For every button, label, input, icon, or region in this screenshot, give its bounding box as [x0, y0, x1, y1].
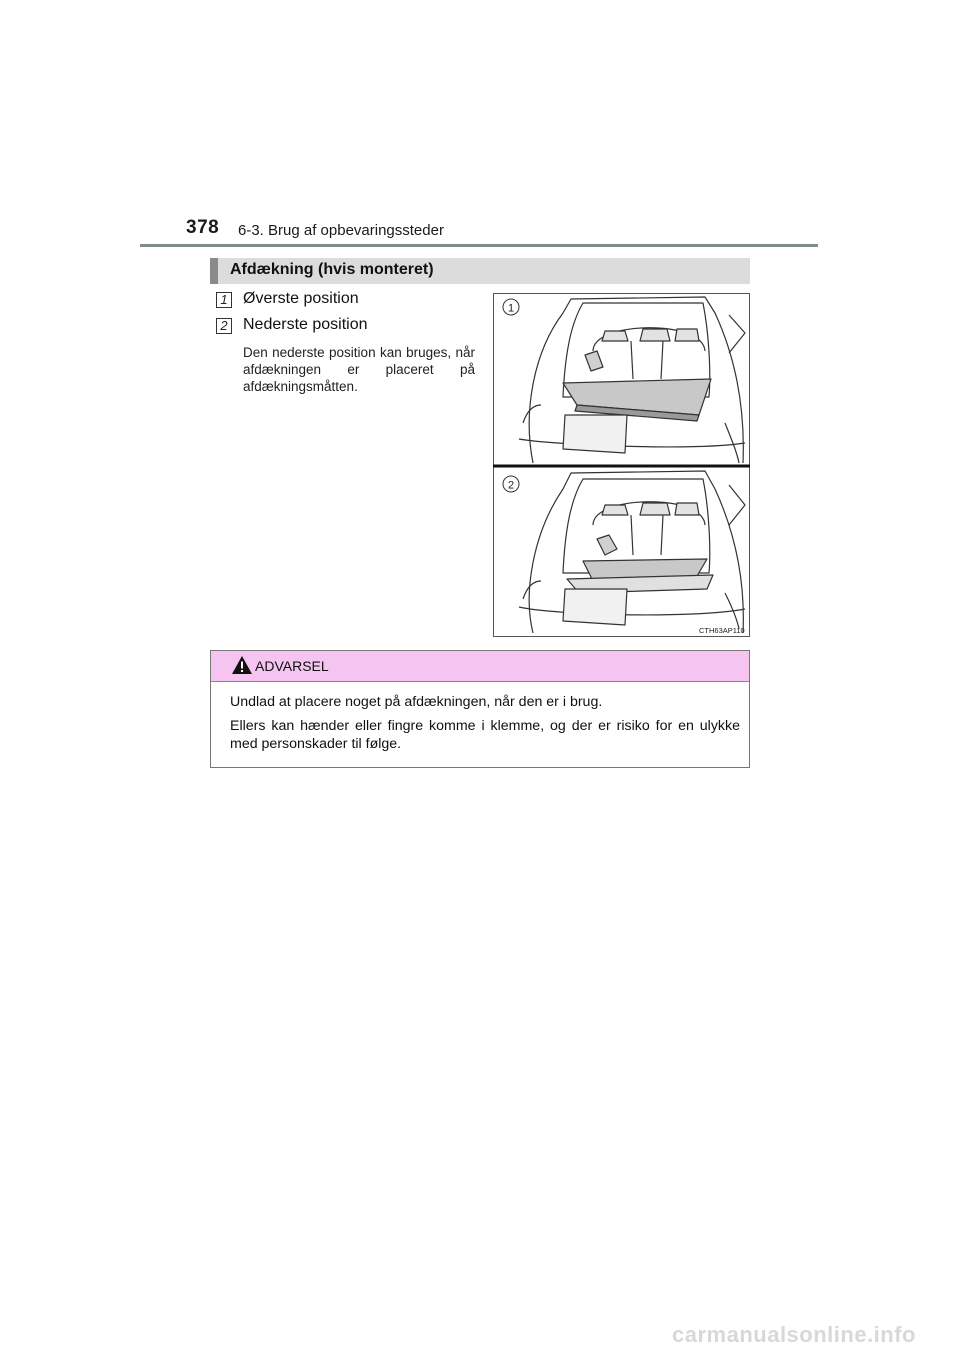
svg-text:2: 2	[507, 479, 515, 492]
warning-text-2: Ellers kan hænder eller fingre komme i klemme, og der er risiko for en ulykke med personskader til følge.	[230, 718, 740, 752]
chapter-title: 6-3. Brug af opbevaringssteder	[238, 222, 444, 239]
warning-triangle-icon	[231, 655, 253, 675]
callout-1	[503, 299, 519, 315]
trunk-cover-illustration	[493, 293, 750, 637]
watermark-text: carmanualsonline.info	[672, 1322, 916, 1347]
item-badge-2: 2	[216, 318, 232, 334]
warning-text-1: Undlad at placere noget på afdækningen, når den er i brug.	[230, 694, 603, 710]
svg-text:1: 1	[507, 302, 515, 315]
warning-header	[211, 651, 749, 682]
item-label-upper-position: Øverste position	[243, 290, 359, 307]
callout-2	[503, 476, 519, 492]
section-heading	[210, 258, 750, 284]
warning-title: ADVARSEL	[255, 658, 329, 674]
illustration-code: CTH63AP110	[699, 626, 745, 635]
item-label-lower-position: Nederste position	[243, 316, 368, 333]
item-description: Den nederste position kan bruges, når afdækningen er placeret på afdækningsmåtten.	[243, 345, 475, 394]
page-number: 378	[186, 217, 220, 238]
item-badge-1: 1	[216, 292, 232, 308]
warning-box	[210, 650, 750, 768]
header-divider	[140, 244, 818, 247]
section-heading-text: Afdækning (hvis monteret)	[230, 261, 434, 278]
